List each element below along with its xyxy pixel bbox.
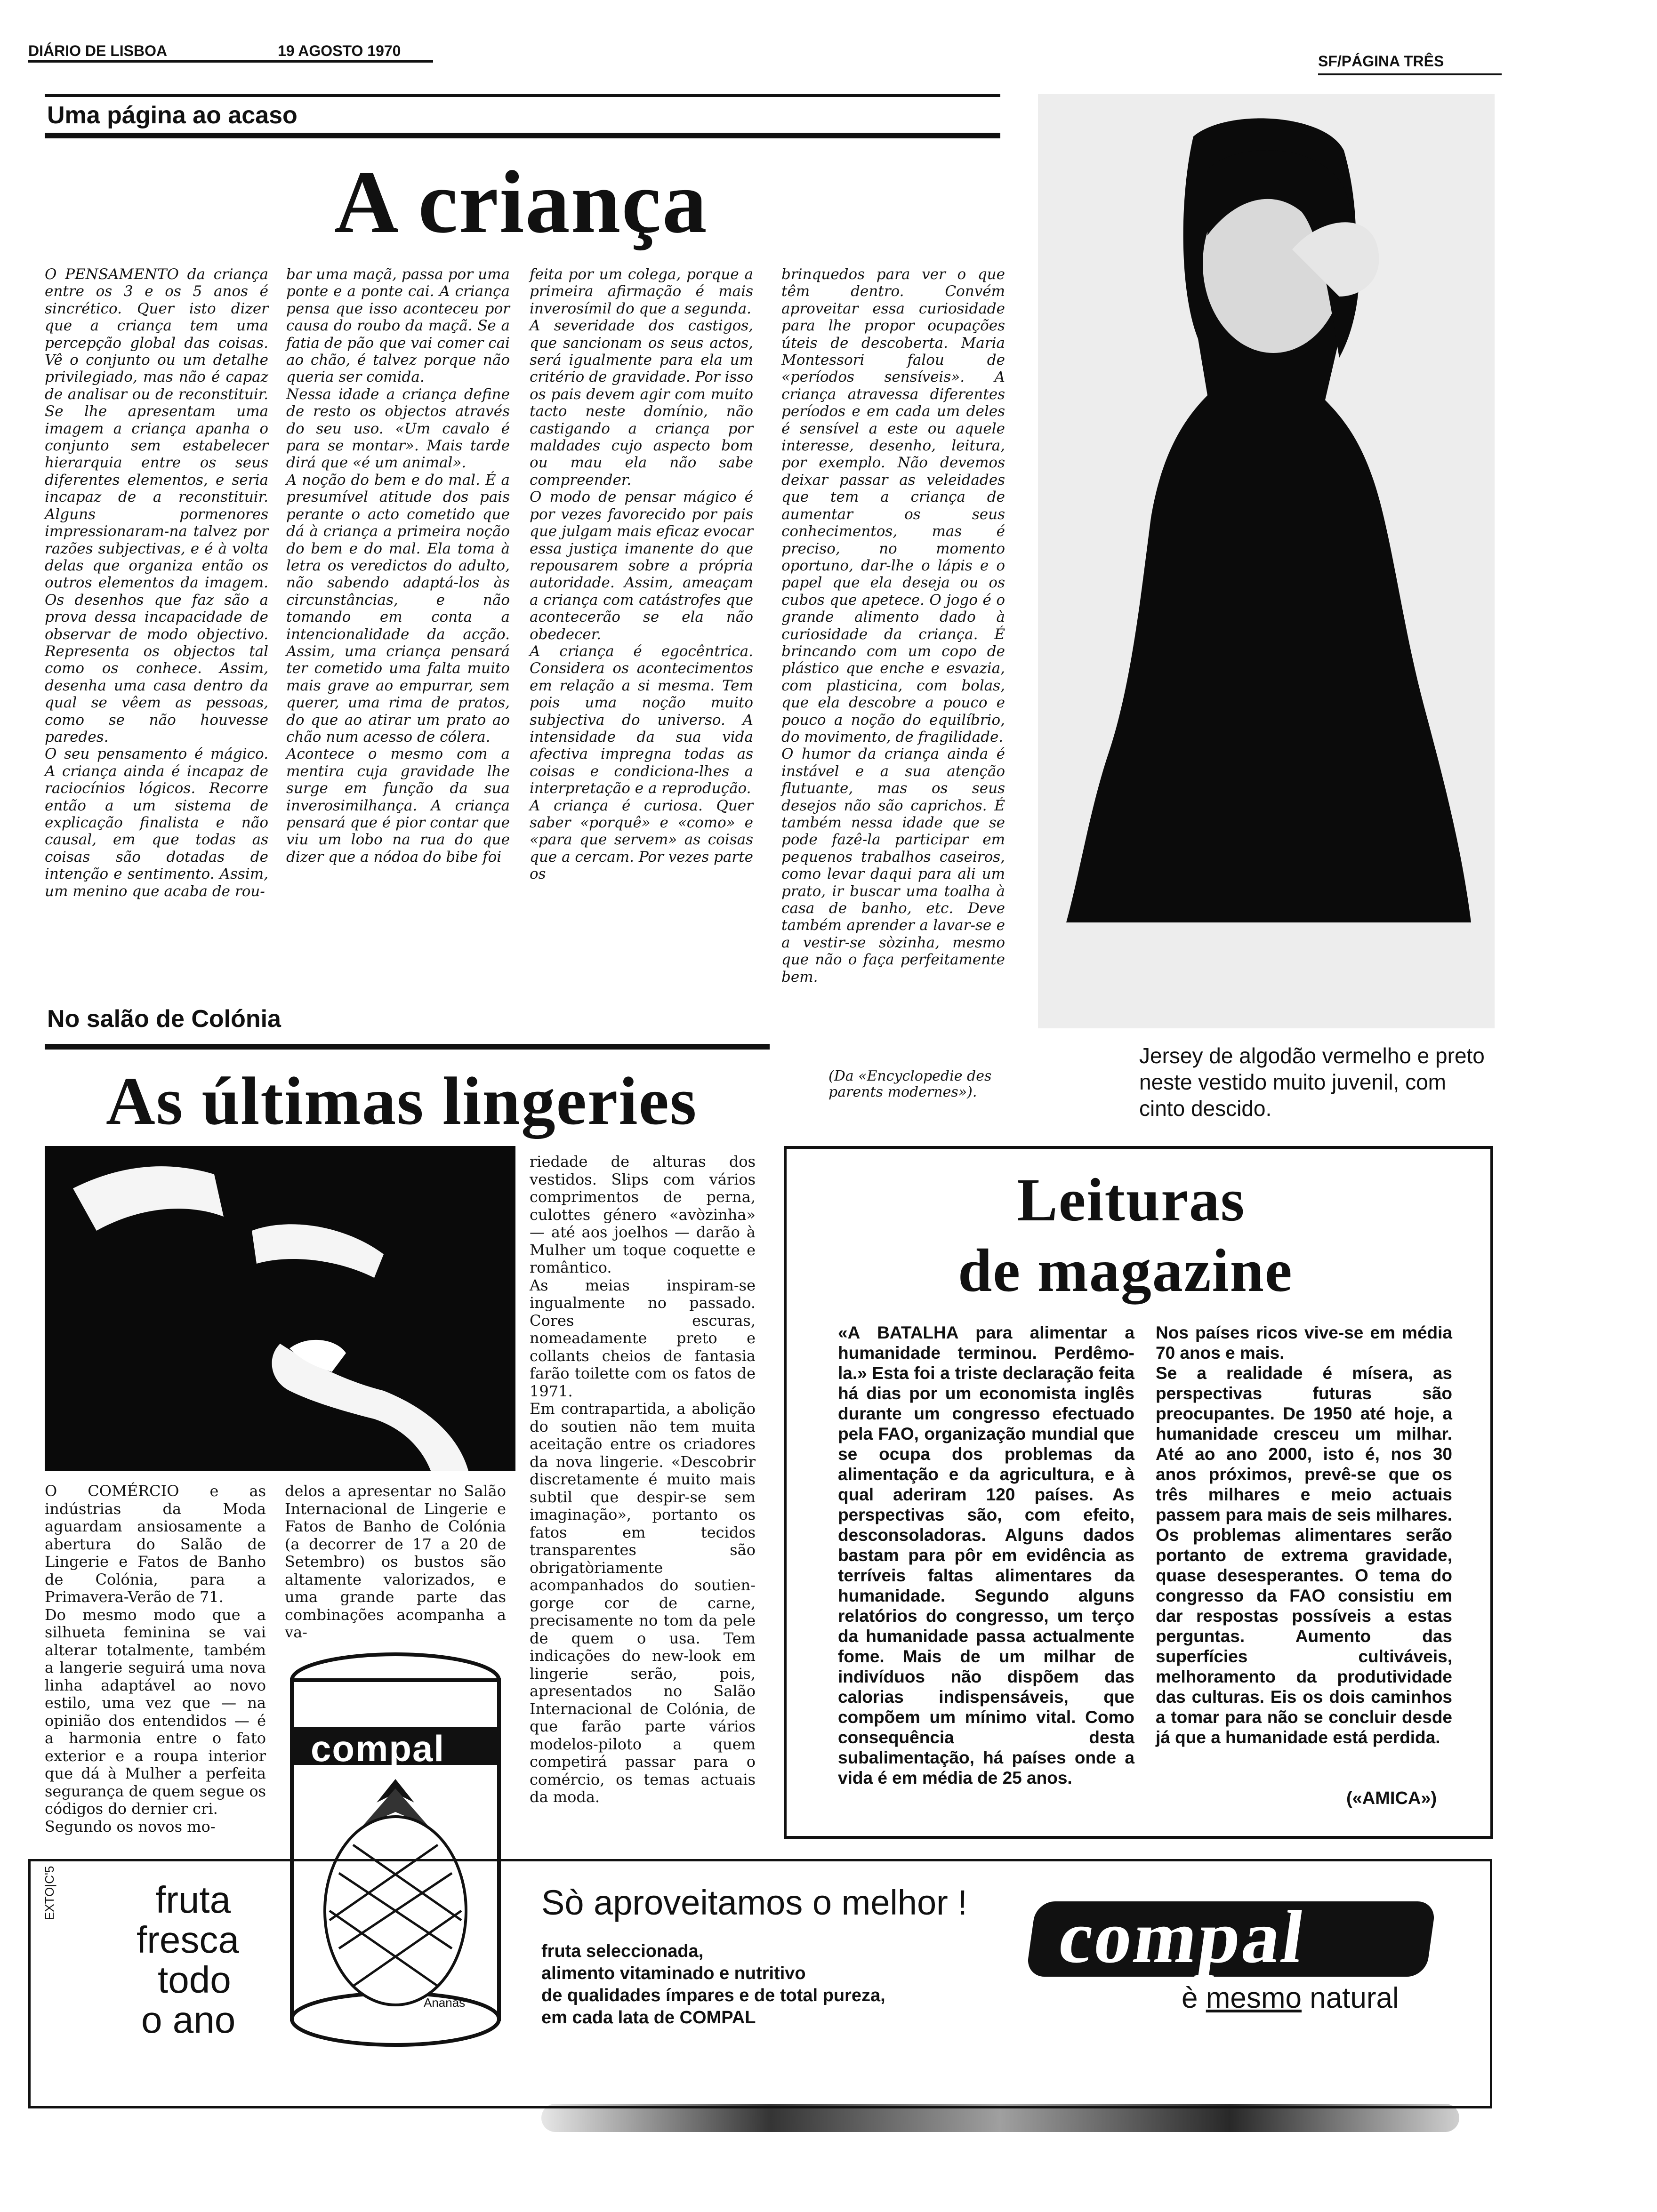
magazine-source: («AMICA») — [1346, 1788, 1437, 1808]
advert-left-line2: fresca — [137, 1919, 239, 1961]
newspaper-name: DIÁRIO DE LISBOA — [28, 42, 168, 59]
article1-col1: O PENSAMENTO da criança entre os 3 e os 5 anos é sincrético. Quer isto dizer que a criança tem uma percepção global das coisas. Vê o conjunto ou um detalhe privilegiado, mas não é capaz de analisar ou de reconstituir. Se lhe apresentam uma imagem a criança apanha o conjunto sem estabelecer hierarquia entre os seus diferentes elementos, e seria incapaz de a reconstituir. Alguns pormenores impressionaram-na talvez por razões subjectivas, e é à volta delas que organiza então os outros elementos da imagem. Os desenhos que faz são a prova dessa incapacidade de observar de modo objectivo. Representa os objectos tal como os conhece. Assim, desenha uma casa dentro da qual se vêem as pessoas, como se não houvesse paredes. O seu pensamento é mágico. A criança ainda é incapaz de raciocínios lógicos. Recorre então a um sistema de explicação finalista e não causal, em que todas as coisas são dotadas de intenção e sentimento. Assim, um menino que acaba de rou- — [45, 266, 268, 900]
magazine-col1: «A BATALHA para alimentar a humanidade terminou. Perdêmo-la.» Esta foi a triste declaração feita há dias por um economista inglês durante um congresso efectuado pela FAO, organização mundial que se ocupa dos problemas da alimentação e da agricultura, e à qual aderiram 120 países. As perspectivas são, com efeito, desconsoladoras. Alguns dados bastam para pôr em evidência as terríveis faltas alimentares da humanidade. Segundo alguns relatórios do congresso, um terço da humanidade passa actualmente fome. Mais de um milhar de indivíduos não dispõem das calorias indispensáveis, que compõem um mínimo vital. Como consequência desta subalimentação, há países onde a vida é em média de 25 anos. — [838, 1323, 1134, 1787]
article1-source: (Da «Encyclopedie des parents modernes»). — [828, 1068, 992, 1100]
article2-kicker-rule — [45, 1044, 770, 1050]
tagline-post: natural — [1301, 1982, 1399, 2014]
article2-col2: delos a apresentar no Salão Internacional de Lingerie e Fatos de Banho de Colónia (a decorrer de 17 a 20 de Setembro) os bustos são altamente valorizados, e uma grande parte das combinações acompanha a va- — [285, 1482, 506, 1641]
article2-col3: riedade de alturas dos vestidos. Slips com vários comprimentos de perna, culottes género «avòzinha» — até aos joelhos — darão à Mulher um toque coquette e romântico. As meias inspiram-se ingualmente no passado. Cores escuras, nomeadamente preto e collants cheios de fantasia farão toilette com os fatos de 1971. Em contrapartida, a abolição do soutien não tem muita aceitação entre os criadores da nova lingerie. «Descobrir discretamente é muito mais subtil que despir-se sem imaginação», portanto os fatos em tecidos transparentes são obrigatòriamente acompanhados do soutien-gorge cor de carne, precisamente no tom da pele de quem o usa. Tem indicações do new-look em lingerie serão, pois, apresentados no Salão Internacional de Colónia, de que farão parte vários modelos-piloto a quem competirá passar para o comércio, os temas actuais da moda. — [530, 1153, 756, 1806]
photo-woman-dress — [1038, 94, 1495, 1028]
tagline-pre: è — [1182, 1982, 1206, 2014]
advert-headline: Sò aproveitamos o melhor ! — [541, 1883, 967, 1922]
masthead-rule — [28, 60, 433, 63]
advert-body-line3: de qualidades ímpares e de total pureza, — [541, 1986, 885, 2005]
article2-title: As últimas lingeries — [106, 1064, 698, 1139]
print-smudge — [541, 2104, 1459, 2132]
advert-body-line1: fruta seleccionada, — [541, 1941, 704, 1961]
article1-col3: feita por um colega, porque a primeira afirmação é mais inverosímil do que a segunda. A severidade dos castigos, que sancionam os seus actos, será igualmente para ela um critério de gravidade. Por isso os pais devem agir com muito tacto neste domínio, não castigando a criança por maldades cujo aspecto bom ou mau ela não sabe compreender. O modo de pensar mágico é por vezes favorecido por pais que julgam mais eficaz evocar essa justiça imanente do que repousarem sobre a própria autoridade. Assim, ameaçam a criança com catástrofes que acontecerão se ela não obedecer. A criança é egocêntrica. Considera os acontecimentos em relação a si mesma. Tem pois uma noção muito subjectiva do universo. A intensidade da sua vida afectiva impregna todas as coisas e condiciona-lhes a interpretação e a reprodução. A criança é curiosa. Quer saber «porquê» e «como» e «para que servem» as coisas que a cercam. Por vezes parte os — [530, 266, 754, 883]
article1-kicker: Uma página ao acaso — [47, 102, 298, 129]
woman-dress-illustration — [1038, 94, 1495, 1028]
issue-date: 19 AGOSTO 1970 — [278, 42, 401, 59]
legs-illustration — [45, 1146, 515, 1471]
advert-left-line3: todo — [158, 1959, 231, 2001]
advert-side-code: EXTO|C'5 — [42, 1866, 56, 1920]
magazine-title-line2: de magazine — [958, 1237, 1293, 1305]
article1-col2: bar uma maçã, passa por uma ponte e a ponte cai. A criança pensa que isso aconteceu por causa do roubo da maçã. Se a fatia de pão que vai comer cai ao chão, é talvez porque não queria ser comida. Nessa idade a criança define de resto os objectos através do seu uso. «Um cavalo é para se montar». Mais tarde dirá que «é um animal». A noção do bem e do mal. É a presumível atitude dos pais perante o acto cometido que dá à criança a primeira noção do bem e do mal. Ela toma à letra os veredictos do adulto, não sabendo adaptá-los às circunstâncias, e não tomando em conta a intencionalidade da acção. Assim, uma criança pensará ter cometido uma falta muito mais grave ao empurrar, sem querer, uma rima de pratos, do que ao atirar um prato ao chão num acesso de cólera. Acontece o mesmo com a mentira cuja gravidade lhe surge em função da sua inverosimilhança. A criança pensará que é pior contar que viu um lobo na rua do que dizer que a nódoa do bibe foi — [286, 266, 510, 866]
advert-left-line4: o ano — [141, 1999, 236, 2041]
photo-legs-lingerie — [45, 1146, 515, 1471]
article1-kicker-rule — [45, 133, 1000, 138]
tagline-mid: mesmo — [1206, 1982, 1302, 2014]
advert-brand-logo — [1026, 1895, 1436, 1979]
advert-body-line4: em cada lata de COMPAL — [541, 2008, 756, 2028]
advert-body-line2: alimento vitaminado e nutritivo — [541, 1964, 806, 1983]
article1-top-rule — [45, 94, 1000, 97]
article1-title: A criança — [334, 153, 708, 252]
article1-col4: brinquedos para ver o que têm dentro. Convém aproveitar essa curiosidade para lhe propor ocupações úteis de descoberta. Maria Montessori falou de «períodos sensíveis». A criança atravessa diferentes períodos e em cada um deles é sensível a este ou aquele interesse, desenho, leitura, por exemplo. Não devemos deixar passar as veleidades que tem a criança de aumentar os seus conhecimentos, mas é preciso, no momento oportuno, dar-lhe o lápis e o papel que ela deseja ou os cubos que apetece. O jogo é o grande alimento dado à curiosidade da criança. É brincando com um copo de plástico que enche e esvazia, com plasticina, com bolas, que ela descobre a pouco e pouco a noção do equilíbrio, do movimento, de fragilidade. O humor da criança ainda é instável e a sua atenção flutuante, mas os seus desejos não são caprichos. É também nessa idade que se pode fazê-la participar em pequenos trabalhos caseiros, como levar daqui para ali um prato, ir buscar uma toalha à casa de banho, etc. Deve também aprender a lavar-se e a vestir-se sòzinha, mesmo que não o faça perfeitamente bem. — [781, 266, 1005, 986]
photo-caption: Jersey de algodão vermelho e preto neste vestido muito juvenil, com cinto descido. — [1139, 1043, 1485, 1121]
article2-kicker: No salão de Colónia — [47, 1005, 281, 1033]
magazine-title-line1: Leituras — [1017, 1166, 1246, 1234]
magazine-col2: Nos países ricos vive-se em média 70 anos e mais. Se a realidade é mísera, as perspectivas futuras são preocupantes. De 1950 até hoje, a humanidade cresceu um milhar. Até ao ano 2000, isto é, nos 30 anos próximos, prevê-se que os três milhares e meio actuais passem para mais de seis milhares. Os problemas alimentares serão portanto de extrema gravidade, quase desesperantes. O tema do congresso da FAO consistiu em dar respostas possíveis a estas perguntas. Aumento das superfícies cultiváveis, melhoramento da produtividade das culturas. Eis os dois caminhos a tomar para não se concluir desde já que a humanidade está perdida. — [1156, 1323, 1452, 1747]
page-label-rule — [1318, 73, 1502, 75]
advert-tagline — [1182, 1981, 1399, 2015]
advert-left-line1: fruta — [155, 1879, 231, 1921]
can-brand-text: compal — [311, 1728, 445, 1769]
article2-col1: O COMÉRCIO e as indústrias da Moda aguardam ansiosamente a abertura do Salão de Lingerie e Fatos de Banho de Colónia, para a Primavera-Verão de 71. Do mesmo modo que a silhueta feminina se vai alterar totalmente, também a langerie seguirá uma nova linha adaptável ao novo estilo, uma vez que — na opinião dos entendidos — é a harmonia entre o fato exterior e a roupa interior que dá à Mulher a perfeita segurança de quem segue os códigos do dernier cri. Segundo os novos mo- — [45, 1482, 266, 1835]
advert-brand-text: compal — [1054, 1895, 1311, 1979]
page-label: SF/PÁGINA TRÊS — [1318, 53, 1444, 70]
can-small-text: Ananás — [424, 1996, 466, 2010]
